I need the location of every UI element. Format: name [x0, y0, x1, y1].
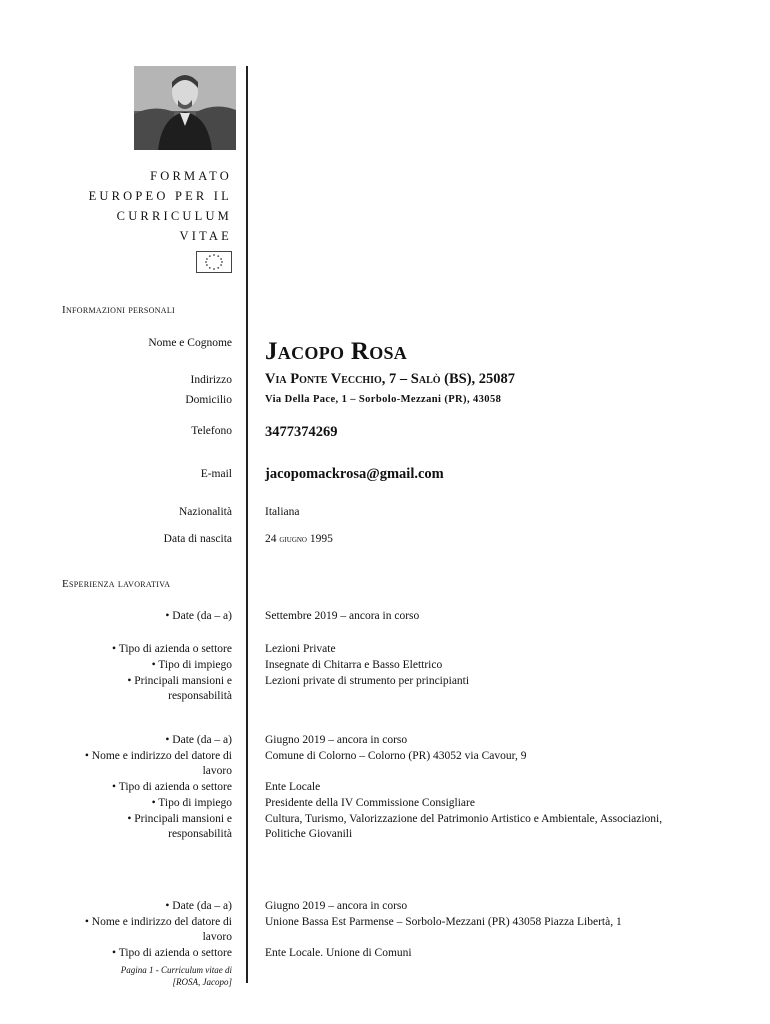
phone-label: Telefono [191, 425, 232, 437]
exp2-duties-line1: Cultura, Turismo, Valorizzazione del Patrimonio Artistico e Ambientale, Associazioni, [265, 813, 663, 825]
exp2-employer-label-line1: • Nome e indirizzo del datore di [84, 750, 232, 762]
title-line-2: EUROPEO PER IL [88, 189, 232, 203]
birth-day: 24 [265, 533, 277, 545]
title-line-3: CURRICULUM [116, 209, 232, 223]
email-label: E-mail [200, 468, 232, 480]
exp2-duties-value [265, 812, 662, 842]
exp1-date-label: • Date (da – a) [165, 610, 232, 622]
birth-date-label: Data di nascita [163, 533, 232, 545]
exp2-employer-label [85, 749, 232, 779]
exp3-sector-label: • Tipo di azienda o settore [112, 947, 232, 959]
exp2-date-value: Giugno 2019 – ancora in corso [265, 734, 408, 746]
exp2-duties-label [127, 812, 232, 842]
full-name: Jacopo Rosa [265, 338, 408, 365]
exp1-duties-label-line2: responsabilità [168, 690, 232, 702]
exp2-job-value: Presidente della IV Commissione Consigliare [265, 797, 475, 809]
footer-line1: Pagina 1 - Curriculum vitae di [120, 965, 232, 975]
cv-format-title [89, 166, 232, 246]
exp2-job-label: • Tipo di impiego [151, 797, 232, 809]
exp1-sector-value: Lezioni Private [265, 643, 336, 655]
birth-month: giugno [279, 534, 307, 545]
name-label: Nome e Cognome [148, 337, 232, 349]
exp2-duties-label-line2: responsabilità [168, 828, 232, 840]
address-value: Via Ponte Vecchio, 7 – Salò (BS), 25087 [265, 371, 516, 387]
exp3-employer-label [85, 915, 232, 945]
nationality-label: Nazionalità [178, 506, 232, 518]
exp2-sector-value: Ente Locale [265, 781, 321, 793]
exp3-employer-label-line1: • Nome e indirizzo del datore di [84, 916, 232, 928]
column-divider [246, 66, 248, 983]
exp3-date-label: • Date (da – a) [165, 900, 232, 912]
section-personal-info: Informazioni personali [62, 304, 176, 316]
exp2-duties-label-line1: • Principali mansioni e [127, 813, 232, 825]
exp1-sector-label: • Tipo di azienda o settore [112, 643, 232, 655]
title-line-4: VITAE [179, 229, 232, 243]
exp1-duties-label-line1: • Principali mansioni e [127, 675, 232, 687]
domicile-value: Via Della Pace, 1 – Sorbolo-Mezzani (PR), 43058 [265, 394, 502, 405]
title-line-1: FORMATO [150, 169, 232, 183]
footer-line2: [ROSA, Jacopo] [172, 977, 232, 987]
nationality-value: Italiana [265, 506, 300, 518]
exp2-date-label: • Date (da – a) [165, 734, 232, 746]
exp1-duties-label [127, 674, 232, 704]
domicile-label: Domicilio [185, 394, 232, 406]
exp2-employer-value: Comune di Colorno – Colorno (PR) 43052 via Cavour, 9 [265, 750, 527, 762]
phone-value: 3477374269 [265, 424, 338, 440]
exp2-sector-label: • Tipo di azienda o settore [112, 781, 232, 793]
exp1-job-label: • Tipo di impiego [151, 659, 232, 671]
exp1-duties-value: Lezioni private di strumento per principianti [265, 675, 470, 687]
exp3-employer-label-line2: lavoro [202, 931, 232, 943]
profile-photo [134, 66, 236, 150]
eu-flag-icon [196, 251, 232, 273]
email-value[interactable]: jacopomackrosa@gmail.com [265, 466, 444, 482]
birth-year: 1995 [309, 533, 333, 545]
address-label: Indirizzo [190, 374, 232, 386]
exp3-employer-value: Unione Bassa Est Parmense – Sorbolo-Mezzani (PR) 43058 Piazza Libertà, 1 [265, 916, 622, 928]
exp1-date-value: Settembre 2019 – ancora in corso [265, 610, 420, 622]
exp3-sector-value: Ente Locale. Unione di Comuni [265, 947, 412, 959]
exp3-date-value: Giugno 2019 – ancora in corso [265, 900, 408, 912]
birth-date-value [265, 532, 333, 547]
section-work-experience: Esperienza lavorativa [62, 578, 171, 590]
exp2-duties-line2: Politiche Giovanili [265, 828, 353, 840]
exp1-job-value: Insegnate di Chitarra e Basso Elettrico [265, 659, 443, 671]
exp2-employer-label-line2: lavoro [202, 765, 232, 777]
page-footer [121, 964, 232, 988]
